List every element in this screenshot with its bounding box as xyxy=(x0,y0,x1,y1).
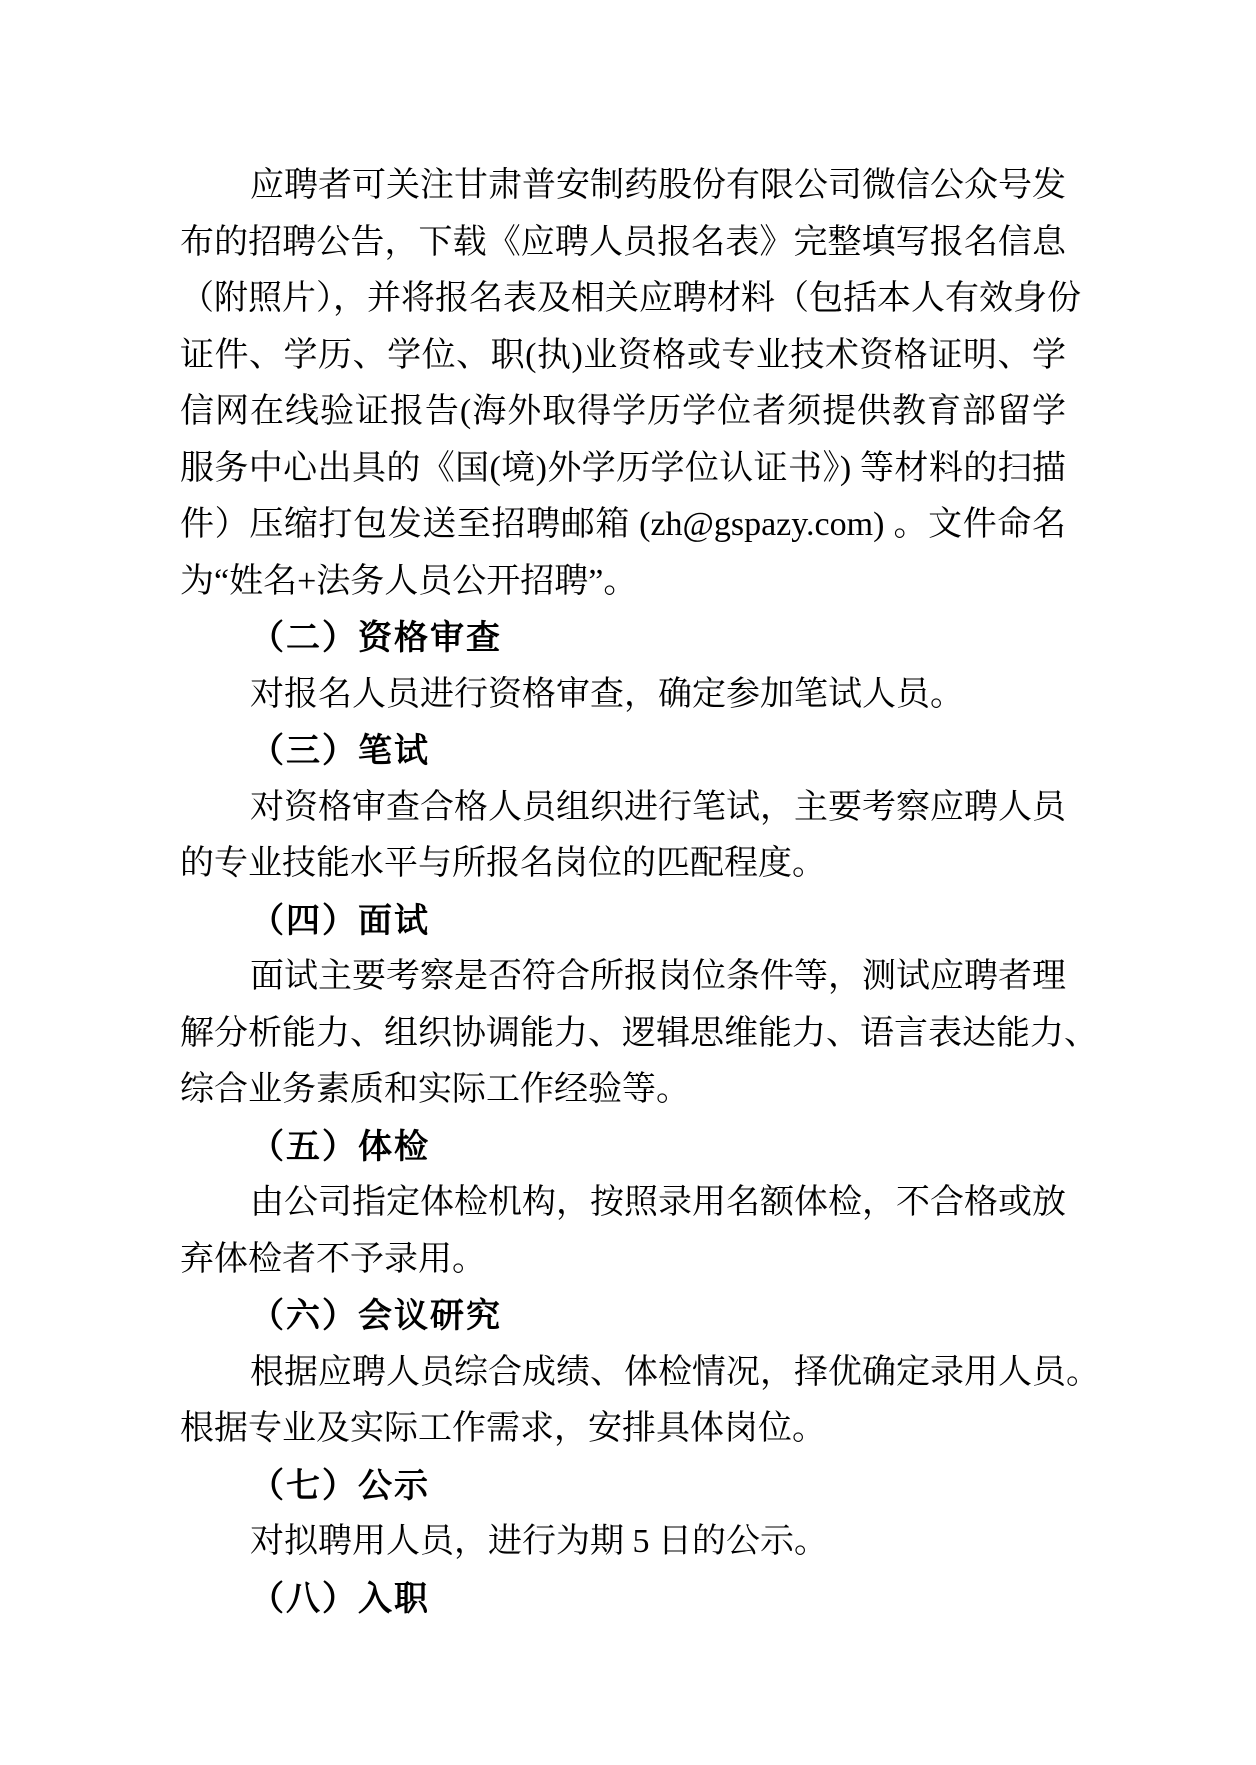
doc-line: 件）压缩打包发送至招聘邮箱 (zh@gspazy.com) 。文件命名 xyxy=(180,506,1066,543)
doc-line: 对拟聘用人员，进行为期 5 日的公示。 xyxy=(250,1523,828,1560)
doc-line: 根据专业及实际工作需求，安排具体岗位。 xyxy=(180,1410,826,1447)
doc-line: 对资格审查合格人员组织进行笔试，主要考察应聘人员 xyxy=(250,788,1066,826)
heading-onboarding xyxy=(180,1571,1066,1628)
doc-line: 对报名人员进行资格审查，确定参加笔试人员。 xyxy=(250,675,964,713)
doc-line: 根据应聘人员综合成绩、体检情况，择优确定录用人员。 xyxy=(250,1353,1100,1391)
heading-text: （二）资格审查 xyxy=(250,619,502,657)
doc-line: 解分析能力、组织协调能力、逻辑思维能力、语言表达能力、 xyxy=(180,1014,1098,1052)
heading-written-test xyxy=(180,723,1066,780)
doc-line: 服务中心出具的《国(境)外学历学位认证书》) 等材料的扫描 xyxy=(180,449,1066,487)
heading-text: （五）体检 xyxy=(250,1127,430,1166)
doc-line: 弃体检者不予录用。 xyxy=(180,1240,486,1278)
doc-line: 综合业务素质和实际工作经验等。 xyxy=(180,1071,690,1108)
heading-text: （六）会议研究 xyxy=(250,1297,502,1335)
paragraph-application-method xyxy=(180,158,1081,610)
heading-qualification-review xyxy=(180,610,1066,667)
doc-line: 由公司指定体检机构，按照录用名额体检，不合格或放 xyxy=(250,1184,1066,1221)
heading-interview xyxy=(180,893,1066,950)
doc-line: 面试主要考察是否符合所报岗位条件等，测试应聘者理 xyxy=(250,958,1066,995)
paragraph-public-notice xyxy=(180,1514,1066,1571)
heading-physical-examination xyxy=(180,1119,1066,1176)
document-content xyxy=(180,158,1100,1627)
doc-line: （附照片），并将报名表及相关应聘材料（包括本人有效身份 xyxy=(180,280,1081,317)
paragraph-interview xyxy=(180,949,1098,1119)
heading-text: （四）面试 xyxy=(250,901,430,940)
doc-line: 布的招聘公告，下载《应聘人员报名表》完整填写报名信息 xyxy=(180,223,1066,261)
heading-text: （七）公示 xyxy=(250,1466,430,1505)
paragraph-physical-examination xyxy=(180,1175,1066,1288)
paragraph-qualification-review xyxy=(180,667,1066,724)
heading-public-notice xyxy=(180,1458,1066,1515)
doc-line: 信网在线验证报告(海外取得学历学位者须提供教育部留学 xyxy=(180,393,1066,430)
heading-meeting-review xyxy=(180,1288,1066,1345)
doc-line: 应聘者可关注甘肃普安制药股份有限公司微信公众号发 xyxy=(250,167,1066,204)
doc-line: 为“姓名+法务人员公开招聘”。 xyxy=(180,562,638,600)
paragraph-written-test xyxy=(180,780,1066,893)
heading-text: （三）笔试 xyxy=(250,732,430,770)
heading-text: （八）入职 xyxy=(250,1579,430,1618)
paragraph-meeting-review xyxy=(180,1345,1100,1458)
doc-line: 的专业技能水平与所报名岗位的匹配程度。 xyxy=(180,845,826,882)
doc-line: 证件、学历、学位、职(执)业资格或专业技术资格证明、学 xyxy=(180,336,1066,374)
